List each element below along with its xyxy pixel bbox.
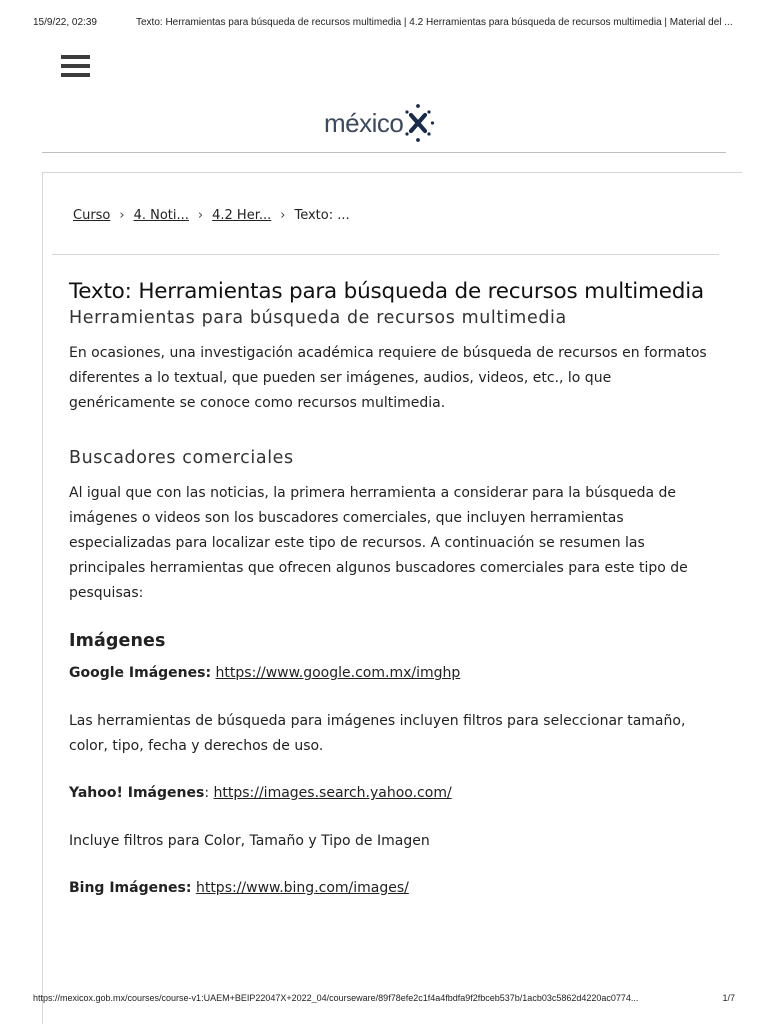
breadcrumb-chevron-icon: › bbox=[119, 208, 125, 223]
yahoo-images-colon: : bbox=[204, 785, 210, 801]
page-title: Texto: Herramientas para búsqueda de recursos multimedia bbox=[69, 279, 704, 304]
commercial-search-paragraph: Al igual que con las noticias, la primera herramienta a considerar para la búsqueda de imágenes o videos son los buscadores comerciales, que incluyen herramientas especializadas para localizar este tipo de recursos. A continuación se resumen las principales herramientas que ofrecen algunos buscadores comerciales para este tipo de pesquisas: bbox=[69, 485, 688, 601]
bing-images-label: Bing Imágenes: bbox=[69, 880, 192, 896]
logo-text: méxico bbox=[324, 107, 404, 138]
breadcrumb bbox=[73, 208, 350, 223]
section-heading-commercial-search: Buscadores comerciales bbox=[69, 448, 294, 468]
hamburger-menu-icon[interactable] bbox=[61, 55, 90, 78]
page-subtitle: Herramientas para búsqueda de recursos multimedia bbox=[69, 308, 567, 328]
google-images-entry bbox=[69, 661, 709, 686]
breadcrumb-divider bbox=[52, 254, 719, 255]
unit-content bbox=[69, 276, 709, 901]
yahoo-images-description: Incluye filtros para Color, Tamaño y Tipo de Imagen bbox=[69, 833, 430, 849]
bing-images-link[interactable]: https://www.bing.com/images/ bbox=[195, 880, 409, 896]
print-footer bbox=[33, 993, 735, 1007]
logo-x-icon bbox=[404, 103, 434, 143]
breadcrumb-chevron-icon: › bbox=[197, 208, 204, 223]
print-header bbox=[33, 17, 735, 31]
print-date: 15/9/22, 02:39 bbox=[33, 17, 97, 28]
bing-images-entry bbox=[69, 876, 709, 901]
header-divider bbox=[42, 152, 726, 153]
breadcrumb-item-subsection[interactable]: 4.2 Her... bbox=[212, 208, 272, 223]
breadcrumb-item-course[interactable]: Curso bbox=[73, 208, 111, 223]
google-images-label: Google Imágenes: bbox=[69, 665, 212, 681]
intro-paragraph: En ocasiones, una investigación académica requiere de búsqueda de recursos en formatos diferentes a lo textual, que pueden ser imágenes, audios, videos, etc., lo que genéricamente se conoce como recursos multimedia. bbox=[69, 345, 707, 411]
yahoo-images-label: Yahoo! Imágenes bbox=[69, 785, 205, 801]
mexicox-logo[interactable] bbox=[324, 102, 434, 144]
breadcrumb-item-section[interactable]: 4. Noti... bbox=[133, 208, 189, 223]
google-images-description: Las herramientas de búsqueda para imágenes incluyen filtros para seleccionar tamaño, color, tipo, fecha y derechos de uso. bbox=[69, 713, 686, 754]
breadcrumb-chevron-icon: › bbox=[280, 208, 286, 223]
google-images-link[interactable]: https://www.google.com.mx/imghp bbox=[215, 665, 461, 681]
print-title: Texto: Herramientas para búsqueda de recursos multimedia | 4.2 Herramientas para búsqueda de recursos multimedia | Material del ... bbox=[136, 17, 733, 28]
yahoo-images-link[interactable]: https://images.search.yahoo.com/ bbox=[213, 785, 452, 801]
print-url: https://mexicox.gob.mx/courses/course-v1:UAEM+BEIP22047X+2022_04/courseware/89f78efe2c1f4a4fbdfa9f2fbceb537b/1acb03c5862d4220ac0774... bbox=[33, 993, 639, 1003]
breadcrumb-item-current: Texto: ... bbox=[294, 208, 350, 223]
images-heading: Imágenes bbox=[69, 631, 166, 651]
print-page-number: 1/7 bbox=[722, 993, 735, 1003]
yahoo-images-entry bbox=[69, 781, 709, 806]
